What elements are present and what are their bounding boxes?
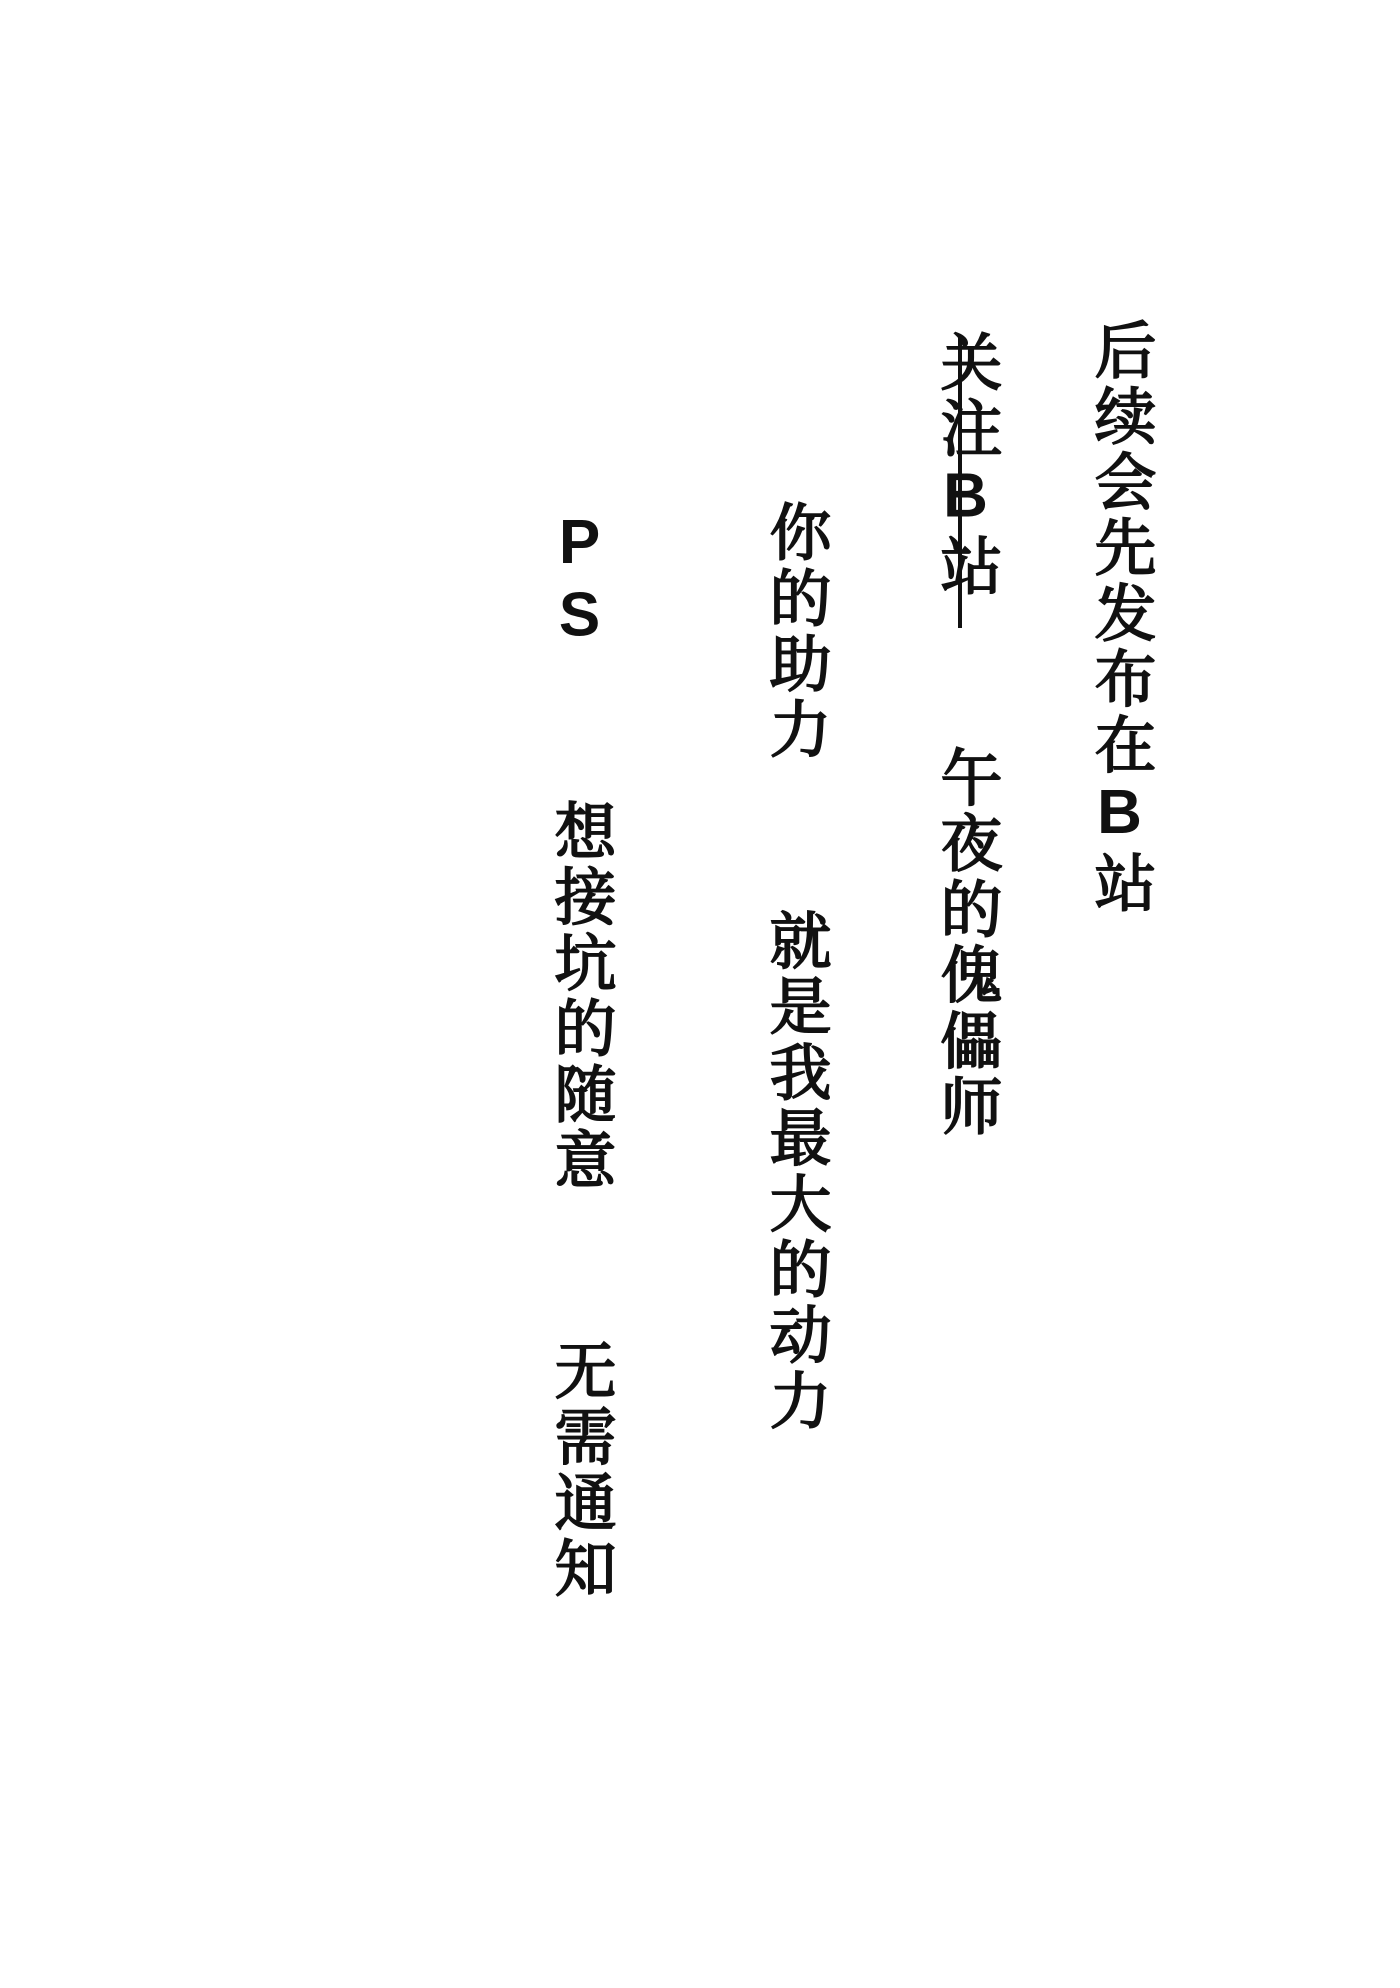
- ps-note-text: PS 想接坑的随意 无需通知: [545, 508, 614, 1602]
- support-message-text: 你的助力 就是我最大的动力: [760, 500, 829, 1435]
- follow-channel-text: 关注B站 午夜的傀儡师: [931, 330, 1000, 1140]
- headline-text: 后续会先发布在B站: [1085, 318, 1154, 917]
